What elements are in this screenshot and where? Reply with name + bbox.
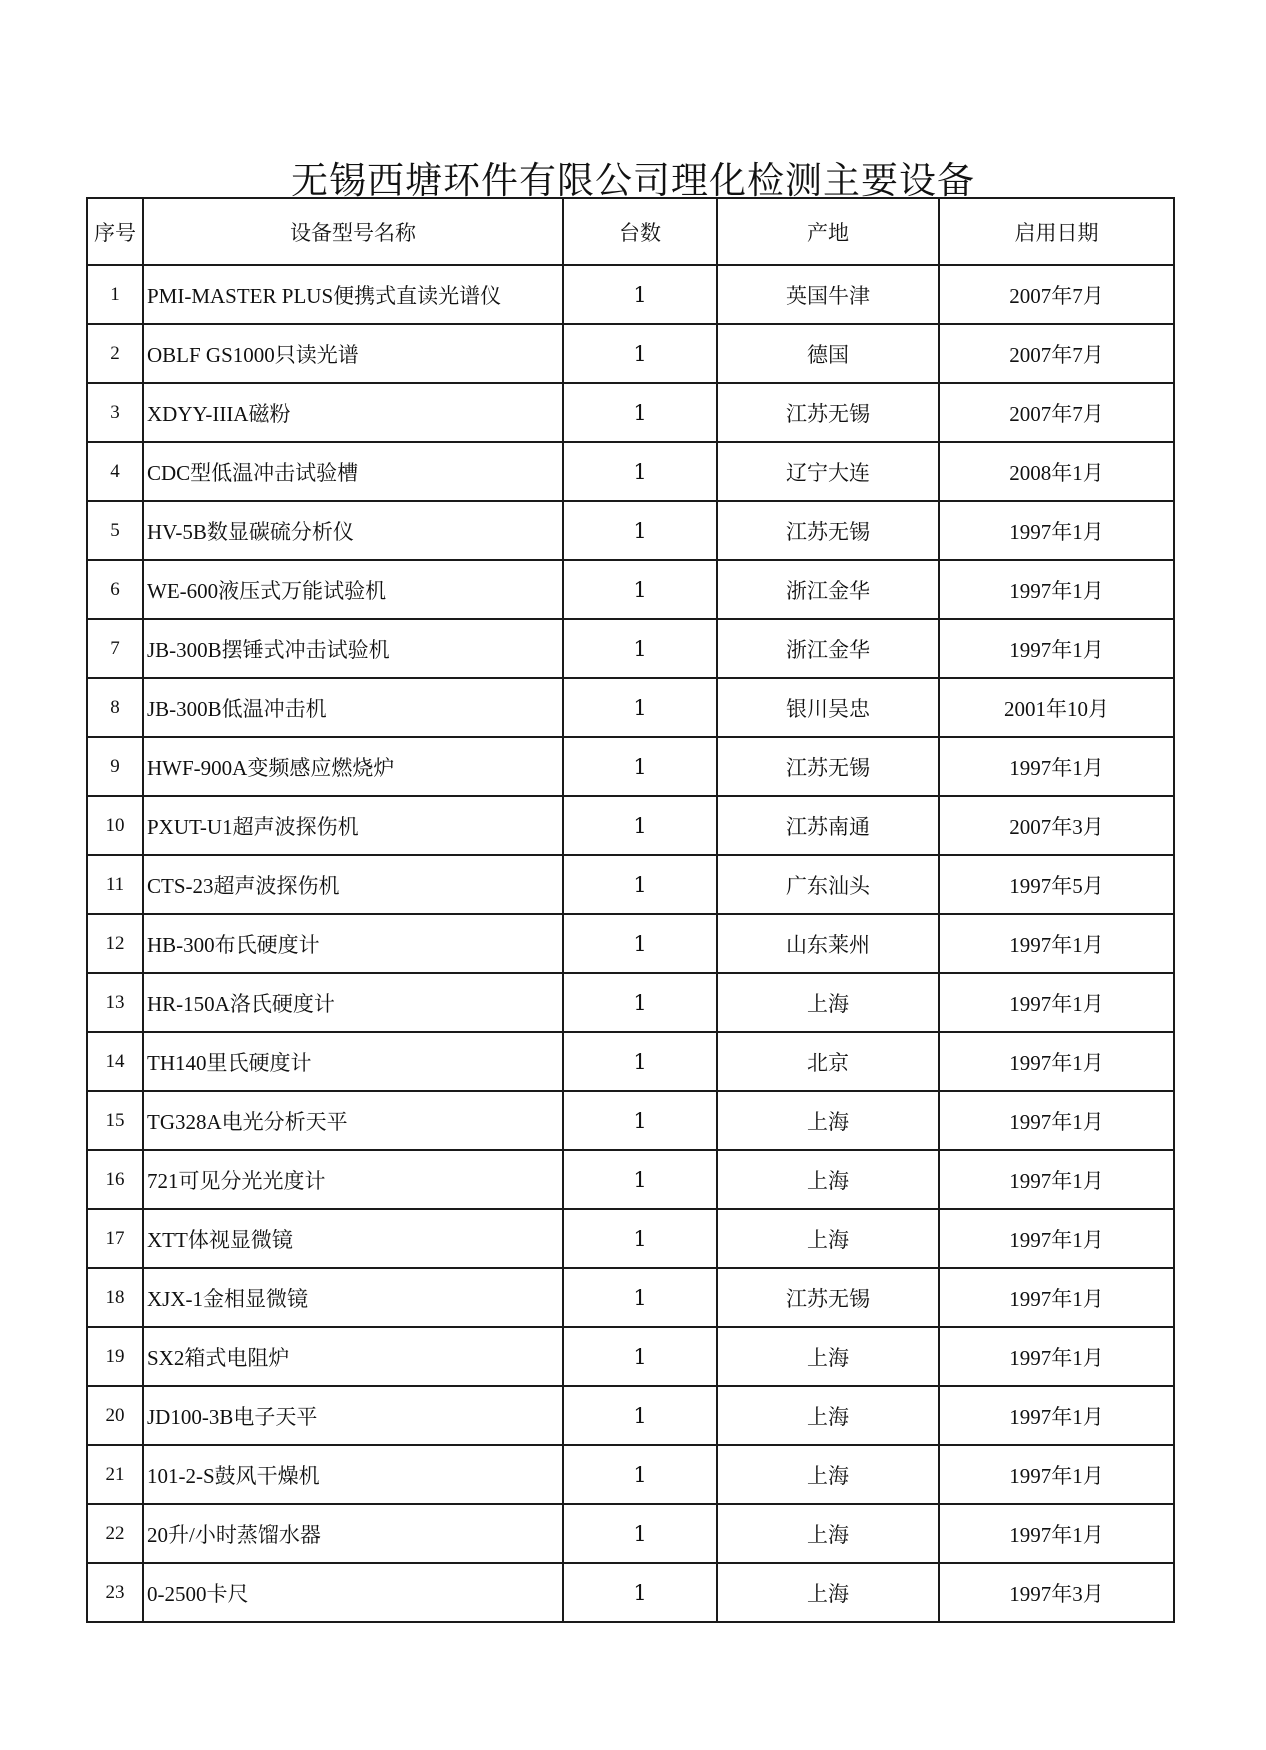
cell-name: TG328A电光分析天平 [143, 1091, 563, 1150]
cell-date: 1997年1月 [939, 1150, 1174, 1209]
cell-qty: 1 [563, 678, 717, 737]
cell-date: 1997年1月 [939, 1386, 1174, 1445]
table-row [87, 796, 1174, 855]
cell-qty: 1 [563, 1563, 717, 1622]
cell-date: 1997年1月 [939, 1327, 1174, 1386]
cell-name: PXUT-U1超声波探伤机 [143, 796, 563, 855]
cell-name: XDYY-IIIA磁粉 [143, 383, 563, 442]
cell-qty: 1 [563, 1504, 717, 1563]
cell-name: 721可见分光光度计 [143, 1150, 563, 1209]
cell-qty: 1 [563, 383, 717, 442]
cell-qty: 1 [563, 737, 717, 796]
cell-date: 1997年1月 [939, 1268, 1174, 1327]
table-row [87, 265, 1174, 324]
cell-name: OBLF GS1000只读光谱 [143, 324, 563, 383]
table-header [87, 198, 1174, 265]
table-row [87, 678, 1174, 737]
header-date: 启用日期 [939, 198, 1174, 265]
cell-seq: 16 [87, 1150, 143, 1209]
cell-origin: 江苏南通 [717, 796, 939, 855]
cell-date: 2007年3月 [939, 796, 1174, 855]
cell-origin: 上海 [717, 1327, 939, 1386]
cell-date: 1997年1月 [939, 619, 1174, 678]
page-title: 无锡西塘环件有限公司理化检测主要设备 [291, 159, 975, 202]
cell-name: HWF-900A变频感应燃烧炉 [143, 737, 563, 796]
table-row [87, 1032, 1174, 1091]
cell-name: CDC型低温冲击试验槽 [143, 442, 563, 501]
cell-date: 1997年1月 [939, 1091, 1174, 1150]
cell-name: JD100-3B电子天平 [143, 1386, 563, 1445]
cell-date: 2001年10月 [939, 678, 1174, 737]
cell-seq: 8 [87, 678, 143, 737]
cell-origin: 山东莱州 [717, 914, 939, 973]
cell-name: TH140里氏硬度计 [143, 1032, 563, 1091]
table-row [87, 914, 1174, 973]
cell-origin: 上海 [717, 1386, 939, 1445]
cell-origin: 德国 [717, 324, 939, 383]
header-qty: 台数 [563, 198, 717, 265]
cell-seq: 17 [87, 1209, 143, 1268]
cell-date: 1997年1月 [939, 1445, 1174, 1504]
cell-name: 101-2-S鼓风干燥机 [143, 1445, 563, 1504]
cell-origin: 广东汕头 [717, 855, 939, 914]
cell-qty: 1 [563, 265, 717, 324]
cell-origin: 上海 [717, 1091, 939, 1150]
cell-origin: 上海 [717, 1445, 939, 1504]
cell-origin: 银川吴忠 [717, 678, 939, 737]
table-row [87, 1209, 1174, 1268]
cell-seq: 1 [87, 265, 143, 324]
cell-seq: 18 [87, 1268, 143, 1327]
cell-seq: 19 [87, 1327, 143, 1386]
header-origin: 产地 [717, 198, 939, 265]
cell-origin: 上海 [717, 1209, 939, 1268]
cell-seq: 21 [87, 1445, 143, 1504]
cell-name: CTS-23超声波探伤机 [143, 855, 563, 914]
table-row [87, 973, 1174, 1032]
cell-seq: 14 [87, 1032, 143, 1091]
cell-name: WE-600液压式万能试验机 [143, 560, 563, 619]
cell-seq: 10 [87, 796, 143, 855]
cell-date: 2007年7月 [939, 324, 1174, 383]
header-row [87, 198, 1174, 265]
cell-seq: 13 [87, 973, 143, 1032]
cell-seq: 6 [87, 560, 143, 619]
cell-qty: 1 [563, 1268, 717, 1327]
cell-origin: 北京 [717, 1032, 939, 1091]
cell-seq: 11 [87, 855, 143, 914]
cell-qty: 1 [563, 1445, 717, 1504]
cell-origin: 上海 [717, 1504, 939, 1563]
cell-seq: 9 [87, 737, 143, 796]
cell-seq: 5 [87, 501, 143, 560]
cell-seq: 7 [87, 619, 143, 678]
equipment-table [86, 197, 1175, 1623]
cell-name: XJX-1金相显微镜 [143, 1268, 563, 1327]
cell-date: 1997年1月 [939, 501, 1174, 560]
cell-qty: 1 [563, 796, 717, 855]
cell-name: 0-2500卡尺 [143, 1563, 563, 1622]
cell-seq: 22 [87, 1504, 143, 1563]
table-row [87, 619, 1174, 678]
cell-origin: 上海 [717, 1563, 939, 1622]
cell-qty: 1 [563, 1327, 717, 1386]
cell-date: 1997年1月 [939, 737, 1174, 796]
cell-name: XTT体视显微镜 [143, 1209, 563, 1268]
cell-date: 1997年1月 [939, 560, 1174, 619]
cell-origin: 英国牛津 [717, 265, 939, 324]
cell-qty: 1 [563, 914, 717, 973]
header-name: 设备型号名称 [143, 198, 563, 265]
cell-name: HV-5B数显碳硫分析仪 [143, 501, 563, 560]
cell-date: 1997年1月 [939, 914, 1174, 973]
cell-qty: 1 [563, 442, 717, 501]
cell-date: 2008年1月 [939, 442, 1174, 501]
table-row [87, 501, 1174, 560]
cell-origin: 江苏无锡 [717, 737, 939, 796]
table-row [87, 737, 1174, 796]
cell-date: 1997年1月 [939, 973, 1174, 1032]
cell-origin: 江苏无锡 [717, 383, 939, 442]
cell-date: 1997年1月 [939, 1032, 1174, 1091]
cell-qty: 1 [563, 1209, 717, 1268]
cell-date: 1997年1月 [939, 1209, 1174, 1268]
cell-date: 2007年7月 [939, 383, 1174, 442]
cell-qty: 1 [563, 973, 717, 1032]
cell-origin: 江苏无锡 [717, 501, 939, 560]
cell-seq: 2 [87, 324, 143, 383]
table-row [87, 324, 1174, 383]
table-row [87, 1563, 1174, 1622]
cell-name: JB-300B低温冲击机 [143, 678, 563, 737]
table-row [87, 1150, 1174, 1209]
cell-date: 2007年7月 [939, 265, 1174, 324]
table-row [87, 383, 1174, 442]
cell-seq: 12 [87, 914, 143, 973]
cell-name: JB-300B摆锤式冲击试验机 [143, 619, 563, 678]
cell-origin: 浙江金华 [717, 560, 939, 619]
cell-seq: 4 [87, 442, 143, 501]
table-row [87, 1327, 1174, 1386]
cell-seq: 20 [87, 1386, 143, 1445]
cell-origin: 江苏无锡 [717, 1268, 939, 1327]
cell-date: 1997年5月 [939, 855, 1174, 914]
table-row [87, 1445, 1174, 1504]
cell-origin: 浙江金华 [717, 619, 939, 678]
cell-qty: 1 [563, 855, 717, 914]
cell-date: 1997年1月 [939, 1504, 1174, 1563]
cell-origin: 上海 [717, 1150, 939, 1209]
table-row [87, 560, 1174, 619]
cell-qty: 1 [563, 619, 717, 678]
cell-qty: 1 [563, 324, 717, 383]
cell-origin: 辽宁大连 [717, 442, 939, 501]
cell-qty: 1 [563, 1032, 717, 1091]
cell-name: SX2箱式电阻炉 [143, 1327, 563, 1386]
table-body [87, 265, 1174, 1622]
cell-name: PMI-MASTER PLUS便携式直读光谱仪 [143, 265, 563, 324]
cell-qty: 1 [563, 1091, 717, 1150]
cell-qty: 1 [563, 1386, 717, 1445]
table-row [87, 442, 1174, 501]
cell-name: HB-300布氏硬度计 [143, 914, 563, 973]
table-row [87, 1504, 1174, 1563]
cell-name: HR-150A洛氏硬度计 [143, 973, 563, 1032]
table-row [87, 855, 1174, 914]
table-row [87, 1091, 1174, 1150]
cell-qty: 1 [563, 501, 717, 560]
cell-seq: 23 [87, 1563, 143, 1622]
header-seq: 序号 [87, 198, 143, 265]
table-row [87, 1386, 1174, 1445]
cell-seq: 3 [87, 383, 143, 442]
cell-seq: 15 [87, 1091, 143, 1150]
cell-name: 20升/小时蒸馏水器 [143, 1504, 563, 1563]
cell-qty: 1 [563, 1150, 717, 1209]
table-row [87, 1268, 1174, 1327]
cell-qty: 1 [563, 560, 717, 619]
cell-origin: 上海 [717, 973, 939, 1032]
cell-date: 1997年3月 [939, 1563, 1174, 1622]
